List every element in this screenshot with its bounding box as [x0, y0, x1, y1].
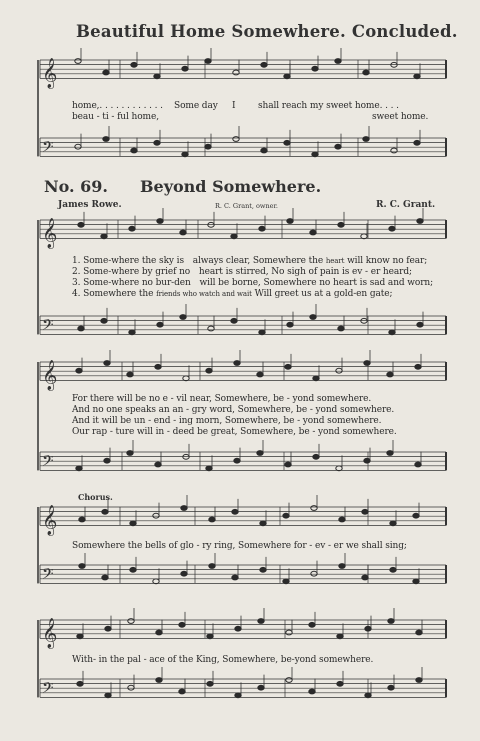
note-head: [415, 364, 421, 369]
treble-clef-icon: 𝄞: [42, 618, 58, 649]
lyric-line: beau - ti - ful home,: [72, 112, 159, 122]
verse-part: always clear, Somewhere the: [192, 256, 324, 266]
verse-part: 1. Some-where the sky is: [72, 256, 184, 266]
bass-clef-icon: 𝄢: [42, 316, 54, 338]
note-head: [130, 567, 136, 572]
note-head: [209, 564, 215, 569]
note-head: [231, 234, 237, 239]
note-head: [206, 368, 212, 373]
note-head: [179, 689, 185, 694]
note-head: [181, 506, 187, 511]
lyric-line: I: [232, 101, 236, 111]
note-head: [336, 466, 342, 471]
note-head: [365, 626, 371, 631]
note-head: [260, 567, 266, 572]
note-head: [156, 678, 162, 683]
note-head: [310, 230, 316, 235]
verse-line-2-2: And no one speaks an an - gry word, Somewhere, be - yond somewhere.: [72, 405, 395, 415]
note-head: [337, 634, 343, 639]
note-head: [417, 322, 423, 327]
note-head: [153, 579, 159, 584]
note-head: [131, 148, 137, 153]
note-head: [415, 462, 421, 467]
verse-part: heart is stirred, No sigh of pain is ev - er heard;: [198, 267, 412, 277]
bass-clef-icon: 𝄢: [42, 138, 54, 160]
note-head: [389, 226, 395, 231]
note-head: [209, 517, 215, 522]
note-head: [416, 678, 422, 683]
lyric-line: Some day: [174, 101, 218, 111]
note-head: [207, 681, 213, 686]
note-head: [335, 144, 341, 149]
note-head: [205, 59, 211, 64]
note-head: [312, 66, 318, 71]
note-head: [335, 59, 341, 64]
note-head: [286, 630, 292, 635]
note-head: [339, 564, 345, 569]
note-head: [338, 222, 344, 227]
note-head: [388, 619, 394, 624]
note-head: [76, 368, 82, 373]
note-head: [105, 626, 111, 631]
note-head: [154, 74, 160, 79]
note-head: [310, 315, 316, 320]
note-head: [233, 137, 239, 142]
verse-3: [72, 278, 433, 288]
note-head: [362, 509, 368, 514]
note-head: [235, 693, 241, 698]
note-head: [205, 144, 211, 149]
treble-clef-icon: 𝄞: [42, 218, 58, 249]
note-head: [362, 575, 368, 580]
note-head: [336, 368, 342, 373]
composer-credit: R. C. Grant.: [376, 200, 436, 210]
verse-part: will know no fear;: [347, 256, 428, 266]
page-title-concluded: Beautiful Home Somewhere. Concluded.: [76, 22, 458, 41]
note-head: [102, 575, 108, 580]
note-head: [231, 318, 237, 323]
chorus-line-2: With- in the pal - ace of the King, Somewhere, be-yond somewhere.: [72, 655, 374, 665]
note-head: [312, 152, 318, 157]
note-head: [131, 62, 137, 67]
note-head: [311, 571, 317, 576]
note-head: [157, 322, 163, 327]
note-head: [155, 364, 161, 369]
note-head: [76, 466, 82, 471]
note-head: [103, 137, 109, 142]
verse-part: 2. Some-where by grief no: [72, 267, 191, 277]
note-head: [104, 361, 110, 366]
note-head: [179, 622, 185, 627]
verse-line-2-3: And it will be un - end - ing morn, Somewhere, be - yond somewhere.: [72, 416, 382, 426]
note-head: [363, 70, 369, 75]
note-head: [338, 326, 344, 331]
note-head: [390, 567, 396, 572]
note-head: [79, 517, 85, 522]
note-head: [78, 222, 84, 227]
note-head: [390, 521, 396, 526]
note-head: [413, 513, 419, 518]
note-head: [259, 330, 265, 335]
hymn-title: Beyond Somewhere.: [140, 177, 322, 196]
note-head: [337, 681, 343, 686]
verse-1: [72, 256, 427, 266]
note-head: [181, 571, 187, 576]
note-head: [182, 152, 188, 157]
note-head: [364, 361, 370, 366]
lyric-line: shall reach my sweet home. . . .: [258, 101, 399, 111]
note-head: [258, 685, 264, 690]
note-head: [286, 678, 292, 683]
note-head: [182, 66, 188, 71]
note-head: [101, 234, 107, 239]
note-head: [365, 693, 371, 698]
note-head: [391, 148, 397, 153]
verse-line-2-4: Our rap - ture will in - deed be great, Somewhere, be - yond somewhere.: [72, 427, 397, 437]
note-head: [208, 326, 214, 331]
treble-clef-icon: 𝄞: [42, 58, 58, 89]
note-head: [285, 364, 291, 369]
note-head: [104, 458, 110, 463]
chorus-line-1: Somewhere the bells of glo - ry ring, Somewhere for - ev - er we shall sing;: [72, 541, 407, 551]
note-head: [311, 506, 317, 511]
note-head: [75, 144, 81, 149]
note-head: [414, 140, 420, 145]
note-head: [361, 234, 367, 239]
note-head: [413, 579, 419, 584]
note-head: [414, 74, 420, 79]
note-head: [127, 372, 133, 377]
note-head: [79, 564, 85, 569]
note-head: [387, 372, 393, 377]
author-credit: James Rowe.: [58, 200, 122, 210]
note-head: [75, 59, 81, 64]
note-head: [287, 322, 293, 327]
note-head: [155, 462, 161, 467]
verse-2: [72, 267, 412, 277]
note-head: [259, 226, 265, 231]
note-head: [232, 575, 238, 580]
verse-part: friends who watch and wait: [156, 290, 252, 298]
note-head: [309, 689, 315, 694]
note-head: [416, 630, 422, 635]
note-head: [232, 509, 238, 514]
note-head: [207, 634, 213, 639]
treble-clef-icon: 𝄞: [42, 505, 58, 536]
note-head: [364, 458, 370, 463]
lyric-line: home,. . . . . . . . . . . .: [72, 101, 163, 111]
note-head: [261, 62, 267, 67]
note-head: [180, 315, 186, 320]
treble-clef-icon: 𝄞: [42, 360, 58, 391]
note-head: [389, 330, 395, 335]
note-head: [309, 622, 315, 627]
chorus-label: Chorus.: [78, 492, 113, 502]
note-head: [339, 517, 345, 522]
bass-clef-icon: 𝄢: [42, 679, 54, 701]
note-head: [129, 226, 135, 231]
note-head: [313, 454, 319, 459]
note-head: [180, 230, 186, 235]
verse-4: [72, 289, 392, 299]
note-head: [78, 326, 84, 331]
owner-credit: R. C. Grant, owner.: [215, 202, 278, 210]
note-head: [130, 521, 136, 526]
note-head: [257, 451, 263, 456]
note-head: [156, 630, 162, 635]
note-head: [234, 458, 240, 463]
note-head: [128, 685, 134, 690]
note-head: [77, 634, 83, 639]
bass-clef-icon: 𝄢: [42, 565, 54, 587]
verse-part: will be borne, Somewhere no heart is sad and worn;: [199, 278, 434, 288]
note-head: [128, 619, 134, 624]
lyric-line: sweet home.: [372, 112, 429, 122]
note-head: [77, 681, 83, 686]
note-head: [235, 626, 241, 631]
verse-part: 3. Some-where no bur-den: [72, 278, 191, 288]
note-head: [154, 140, 160, 145]
note-head: [183, 376, 189, 381]
verse-line-2-1: For there will be no e - vil near, Somewhere, be - yond somewhere.: [72, 394, 372, 404]
note-head: [260, 521, 266, 526]
note-head: [129, 330, 135, 335]
note-head: [105, 693, 111, 698]
note-head: [284, 140, 290, 145]
note-head: [258, 619, 264, 624]
note-head: [283, 513, 289, 518]
note-head: [313, 376, 319, 381]
note-head: [261, 148, 267, 153]
note-head: [417, 219, 423, 224]
note-head: [102, 509, 108, 514]
note-head: [234, 361, 240, 366]
note-head: [257, 372, 263, 377]
verse-part: Will greet us at a gold-en gate;: [254, 289, 393, 299]
note-head: [206, 466, 212, 471]
note-head: [284, 74, 290, 79]
note-head: [103, 70, 109, 75]
note-head: [157, 219, 163, 224]
hymn-number: No. 69.: [44, 177, 108, 196]
note-head: [127, 451, 133, 456]
note-head: [363, 137, 369, 142]
note-head: [153, 513, 159, 518]
note-head: [101, 318, 107, 323]
note-head: [387, 451, 393, 456]
verse-part: 4. Somewhere the: [72, 289, 154, 299]
note-head: [287, 219, 293, 224]
note-head: [233, 70, 239, 75]
note-head: [283, 579, 289, 584]
verse-part: heart: [325, 257, 345, 265]
bass-clef-icon: 𝄢: [42, 452, 54, 474]
note-head: [285, 462, 291, 467]
note-head: [388, 685, 394, 690]
